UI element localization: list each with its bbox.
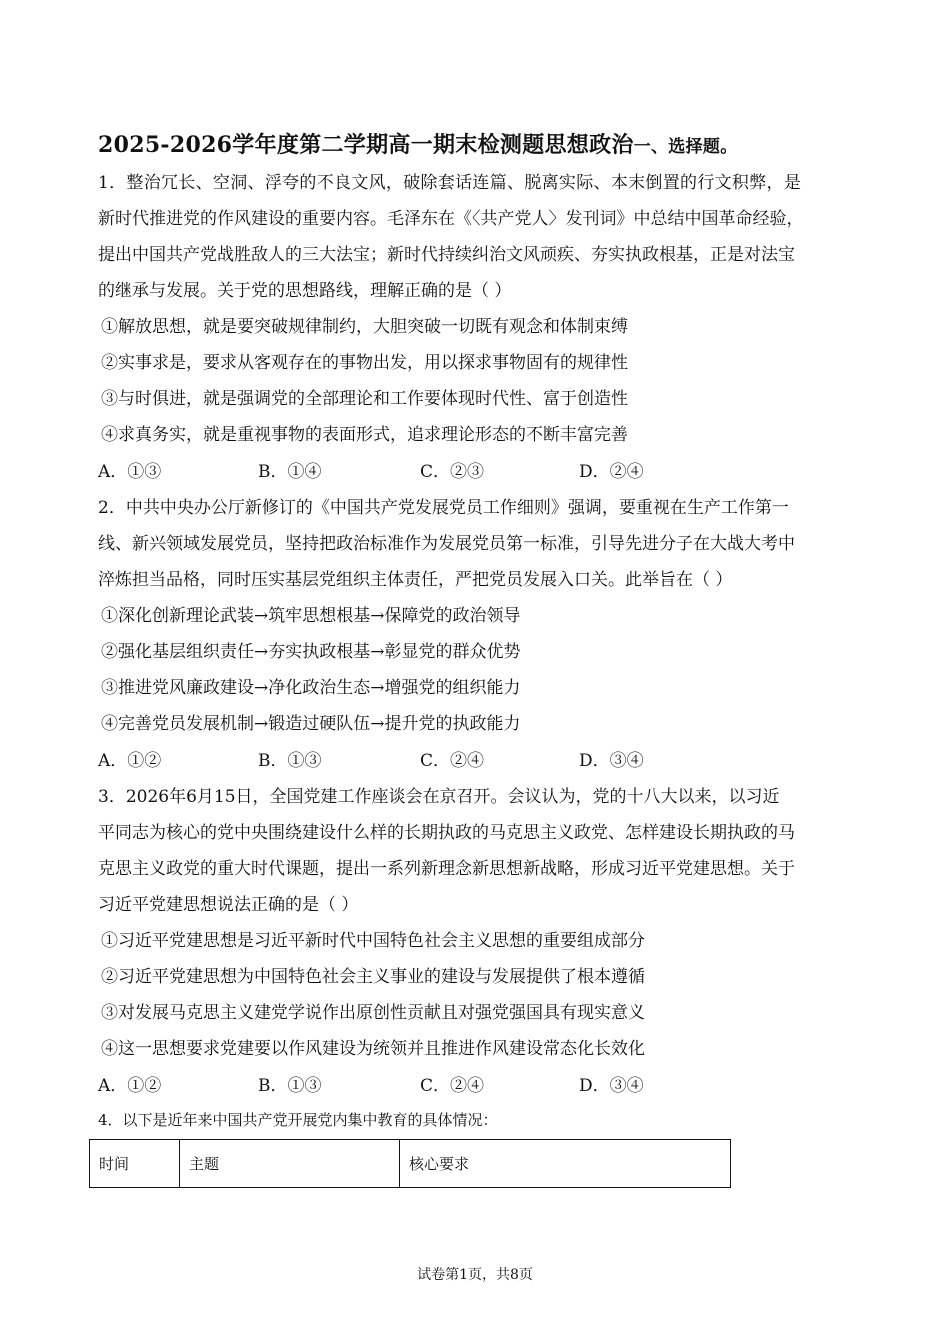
question-2-option: ①深化创新理论武装→筑牢思想根基→保障党的政治领导: [101, 606, 521, 626]
page-title: [98, 128, 738, 159]
question-1-option: ②实事求是，要求从客观存在的事物出发，用以探求事物固有的规律性: [101, 353, 628, 373]
question-2-choice-c: C．②④: [420, 751, 485, 771]
question-1-option: ①解放思想，就是要突破规律制约，大胆突破一切既有观念和体制束缚: [101, 317, 628, 337]
question-3-option: ①习近平党建思想是习近平新时代中国特色社会主义思想的重要组成部分: [101, 931, 645, 951]
section-heading: 一、选择题。: [633, 137, 738, 157]
question-1-stem-line: 的继承与发展。关于党的思想路线，理解正确的是（ ）: [98, 281, 512, 301]
question-4-stem: 4．以下是近年来中国共产党开展党内集中教育的具体情况：: [98, 1111, 498, 1129]
question-1-option: ④求真务实，就是重视事物的表面形式，追求理论形态的不断丰富完善: [101, 425, 628, 445]
question-3-stem-line: 克思主义政党的重大时代课题，提出一系列新理念新思想新战略，形成习近平党建思想。关于: [98, 859, 795, 879]
question-2-stem-line: 淬炼担当品格，同时压实基层党组织主体责任，严把党员发展入口关。此举旨在（ ）: [98, 570, 733, 590]
page-footer: 试卷第1页，共8页: [417, 1267, 533, 1283]
question-2-stem-line: 线、新兴领域发展党员，坚持把政治标准作为发展党员第一标准，引导先进分子在大战大考中: [98, 534, 795, 554]
question-1-choice-a: A．①③: [98, 462, 162, 482]
education-table: [89, 1139, 731, 1188]
exam-title: 2025-2026学年度第二学期高一期末检测题思想政治: [98, 132, 634, 158]
question-2-choice-a: A．①②: [98, 751, 162, 771]
question-1-stem-line: 1．整治冗长、空洞、浮夸的不良文风，破除套话连篇、脱离实际、本末倒置的行文积弊，是: [98, 173, 802, 193]
question-2-stem-line: 2．中共中央办公厅新修订的《中国共产党发展党员工作细则》强调，要重视在生产工作第一: [98, 498, 789, 518]
question-2-option: ③推进党风廉政建设→净化政治生态→增强党的组织能力: [101, 678, 521, 698]
question-3-choice-b: B．①③: [258, 1076, 322, 1096]
question-3-option: ③对发展马克思主义建党学说作出原创性贡献且对强党强国具有现实意义: [101, 1003, 645, 1023]
table-header-time: 时间: [90, 1140, 180, 1188]
question-3-stem-line: 平同志为核心的党中央围绕建设什么样的长期执政的马克思主义政党、怎样建设长期执政的马: [98, 823, 795, 843]
question-3-choice-d: D．③④: [579, 1076, 644, 1096]
question-2-choice-b: B．①③: [258, 751, 322, 771]
question-3-stem-line: 习近平党建思想说法正确的是（ ）: [98, 895, 359, 915]
table-header-theme: 主题: [180, 1140, 400, 1188]
question-1-choice-d: D．②④: [579, 462, 644, 482]
question-3-stem-line: 3．2026年6月15日，全国党建工作座谈会在京召开。会议认为，党的十八大以来，以习近: [98, 787, 780, 807]
question-1-option: ③与时俱进，就是强调党的全部理论和工作要体现时代性、富于创造性: [101, 389, 628, 409]
question-2-choice-d: D．③④: [579, 751, 644, 771]
table-header-core-requirement: 核心要求: [400, 1140, 731, 1188]
question-3-option: ②习近平党建思想为中国特色社会主义事业的建设与发展提供了根本遵循: [101, 967, 645, 987]
question-3-choice-c: C．②④: [420, 1076, 485, 1096]
question-1-choice-c: C．②③: [420, 462, 485, 482]
question-2-option: ④完善党员发展机制→锻造过硬队伍→提升党的执政能力: [101, 714, 521, 734]
question-1-choice-b: B．①④: [258, 462, 322, 482]
question-1-stem-line: 提出中国共产党战胜敌人的三大法宝；新时代持续纠治文风顽疾、夯实执政根基，正是对法宝: [98, 245, 795, 265]
question-3-choice-a: A．①②: [98, 1076, 162, 1096]
question-3-option: ④这一思想要求党建要以作风建设为统领并且推进作风建设常态化长效化: [101, 1039, 645, 1059]
question-2-option: ②强化基层组织责任→夯实执政根基→彰显党的群众优势: [101, 642, 521, 662]
question-1-stem-line: 新时代推进党的作风建设的重要内容。毛泽东在《〈共产党人〉发刊词》中总结中国革命经验，: [98, 209, 804, 229]
table-header-row: [90, 1140, 731, 1188]
